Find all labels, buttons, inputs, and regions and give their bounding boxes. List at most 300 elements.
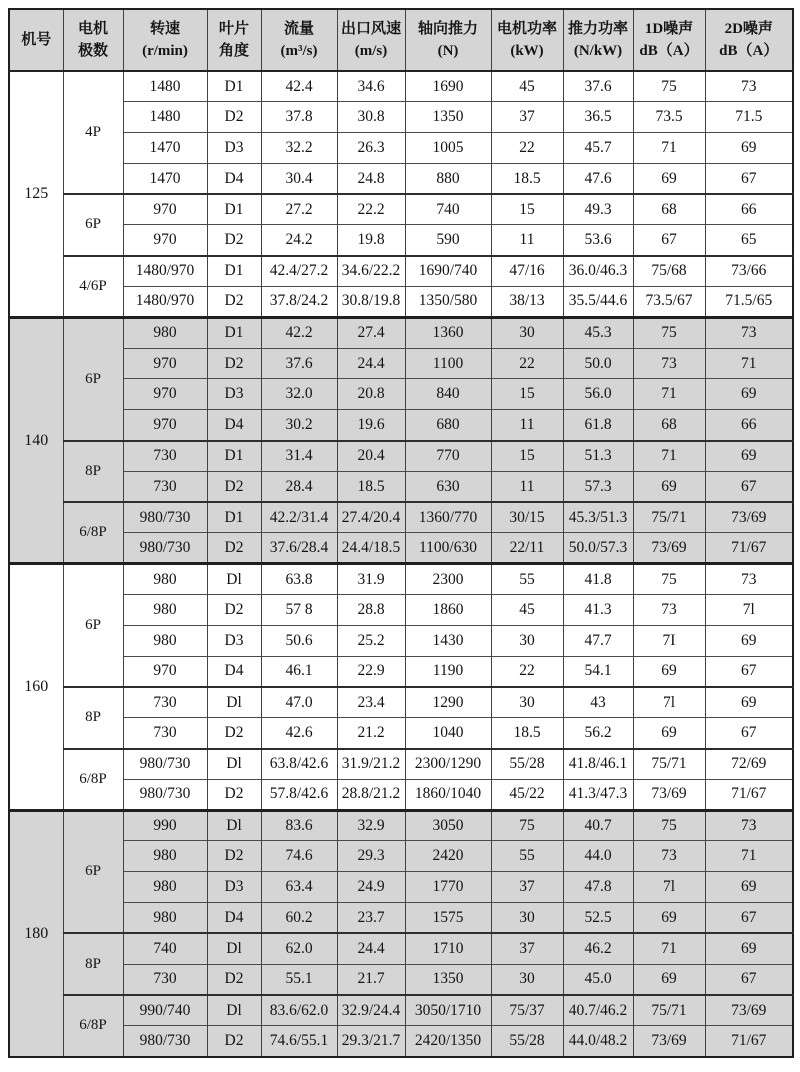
cell-outlet-velocity: 24.9: [337, 872, 405, 903]
cell-noise-1d: 68: [633, 410, 705, 441]
cell-motor-power: 45: [491, 71, 563, 102]
cell-motor-power: 15: [491, 194, 563, 225]
cell-axial-thrust: 2300/1290: [405, 749, 491, 780]
cell-blade-angle: Dl: [207, 749, 261, 780]
cell-thrust-power: 41.8/46.1: [563, 749, 633, 780]
table-row: [9, 779, 793, 810]
cell-motor-power: 30: [491, 317, 563, 348]
cell-machine-no: 140: [9, 317, 63, 563]
cell-noise-2d: 71: [705, 348, 793, 379]
cell-flow-rate: 32.2: [261, 133, 337, 164]
cell-noise-2d: 67: [705, 964, 793, 995]
cell-speed: 980: [123, 317, 207, 348]
cell-thrust-power: 40.7/46.2: [563, 995, 633, 1026]
cell-axial-thrust: 1190: [405, 656, 491, 687]
cell-flow-rate: 57.8/42.6: [261, 779, 337, 810]
cell-motor-power: 55/28: [491, 1026, 563, 1057]
cell-noise-1d: 75: [633, 317, 705, 348]
header-line2: 极数: [77, 43, 108, 59]
cell-speed: 1480/970: [123, 287, 207, 318]
cell-noise-2d: 69: [705, 441, 793, 472]
cell-motor-power: 37: [491, 102, 563, 133]
table-row: [9, 995, 793, 1026]
table-row: [9, 625, 793, 656]
cell-flow-rate: 42.6: [261, 718, 337, 749]
cell-outlet-velocity: 30.8: [337, 102, 405, 133]
cell-flow-rate: 28.4: [261, 471, 337, 502]
cell-axial-thrust: 1360: [405, 317, 491, 348]
cell-flow-rate: 60.2: [261, 903, 337, 934]
cell-motor-power: 55: [491, 841, 563, 872]
cell-blade-angle: D2: [207, 102, 261, 133]
cell-noise-2d: 73: [705, 71, 793, 102]
cell-noise-1d: 69: [633, 903, 705, 934]
cell-outlet-velocity: 21.2: [337, 718, 405, 749]
cell-motor-power: 37: [491, 933, 563, 964]
cell-blade-angle: D2: [207, 1026, 261, 1057]
cell-pole-count: 8P: [63, 441, 123, 503]
cell-outlet-velocity: 30.8/19.8: [337, 287, 405, 318]
cell-axial-thrust: 880: [405, 163, 491, 194]
cell-flow-rate: 74.6/55.1: [261, 1026, 337, 1057]
header-line1: 1D噪声: [644, 20, 694, 37]
cell-blade-angle: D1: [207, 194, 261, 225]
cell-motor-power: 11: [491, 410, 563, 441]
cell-thrust-power: 47.6: [563, 163, 633, 194]
cell-outlet-velocity: 25.2: [337, 625, 405, 656]
cell-outlet-velocity: 29.3/21.7: [337, 1026, 405, 1057]
cell-blade-angle: Dl: [207, 810, 261, 841]
cell-thrust-power: 46.2: [563, 933, 633, 964]
table-row: [9, 225, 793, 256]
cell-thrust-power: 47.7: [563, 625, 633, 656]
cell-noise-2d: 69: [705, 133, 793, 164]
cell-thrust-power: 44.0/48.2: [563, 1026, 633, 1057]
cell-axial-thrust: 1860/1040: [405, 779, 491, 810]
cell-blade-angle: Dl: [207, 564, 261, 595]
cell-axial-thrust: 1040: [405, 718, 491, 749]
cell-blade-angle: Dl: [207, 933, 261, 964]
cell-speed: 980/730: [123, 749, 207, 780]
cell-blade-angle: D3: [207, 133, 261, 164]
table-row: [9, 687, 793, 718]
table-row: [9, 872, 793, 903]
cell-motor-power: 30: [491, 687, 563, 718]
cell-blade-angle: D2: [207, 287, 261, 318]
cell-motor-power: 75/37: [491, 995, 563, 1026]
cell-axial-thrust: 1690/740: [405, 256, 491, 287]
header-thrust-power: [563, 9, 633, 71]
cell-noise-2d: 67: [705, 656, 793, 687]
cell-noise-2d: 67: [705, 163, 793, 194]
cell-thrust-power: 56.0: [563, 379, 633, 410]
header-line1: 推力功率: [567, 20, 628, 37]
cell-noise-2d: 73: [705, 564, 793, 595]
cell-motor-power: 45: [491, 595, 563, 626]
cell-noise-2d: 71/67: [705, 779, 793, 810]
header-line1: 叶片: [218, 20, 249, 37]
cell-pole-count: 6P: [63, 564, 123, 687]
cell-speed: 730: [123, 964, 207, 995]
cell-outlet-velocity: 32.9: [337, 810, 405, 841]
cell-thrust-power: 45.7: [563, 133, 633, 164]
header-noise-1d: [633, 9, 705, 71]
cell-thrust-power: 45.0: [563, 964, 633, 995]
cell-noise-2d: 69: [705, 687, 793, 718]
cell-axial-thrust: 1430: [405, 625, 491, 656]
cell-pole-count: 4P: [63, 71, 123, 194]
header-outlet-velocity: [337, 9, 405, 71]
cell-noise-1d: 69: [633, 656, 705, 687]
cell-speed: 990: [123, 810, 207, 841]
cell-motor-power: 30/15: [491, 502, 563, 533]
cell-axial-thrust: 1690: [405, 71, 491, 102]
cell-flow-rate: 42.4/27.2: [261, 256, 337, 287]
cell-noise-1d: 75/71: [633, 995, 705, 1026]
cell-blade-angle: Dl: [207, 687, 261, 718]
cell-motor-power: 22: [491, 656, 563, 687]
cell-flow-rate: 74.6: [261, 841, 337, 872]
cell-noise-1d: 69: [633, 471, 705, 502]
cell-flow-rate: 27.2: [261, 194, 337, 225]
header-motor-power: [491, 9, 563, 71]
cell-speed: 980: [123, 564, 207, 595]
cell-noise-2d: 73/69: [705, 502, 793, 533]
cell-noise-2d: 72/69: [705, 749, 793, 780]
cell-noise-1d: 68: [633, 194, 705, 225]
cell-outlet-velocity: 20.4: [337, 441, 405, 472]
cell-flow-rate: 57 8: [261, 595, 337, 626]
cell-outlet-velocity: 22.9: [337, 656, 405, 687]
cell-blade-angle: D1: [207, 256, 261, 287]
cell-outlet-velocity: 27.4/20.4: [337, 502, 405, 533]
cell-outlet-velocity: 28.8: [337, 595, 405, 626]
cell-motor-power: 38/13: [491, 287, 563, 318]
cell-machine-no: 125: [9, 71, 63, 317]
cell-thrust-power: 61.8: [563, 410, 633, 441]
cell-noise-1d: 7I: [633, 625, 705, 656]
cell-blade-angle: D4: [207, 656, 261, 687]
table-row: [9, 163, 793, 194]
cell-axial-thrust: 1290: [405, 687, 491, 718]
cell-flow-rate: 30.2: [261, 410, 337, 441]
cell-motor-power: 22: [491, 348, 563, 379]
cell-thrust-power: 52.5: [563, 903, 633, 934]
header-line2: 角度: [218, 43, 249, 59]
header-flow-rate: [261, 9, 337, 71]
table-row: [9, 256, 793, 287]
table-body: [9, 71, 793, 1057]
cell-outlet-velocity: 21.7: [337, 964, 405, 995]
cell-axial-thrust: 2420: [405, 841, 491, 872]
table-row: [9, 595, 793, 626]
cell-blade-angle: D1: [207, 441, 261, 472]
cell-noise-2d: 67: [705, 471, 793, 502]
cell-pole-count: 8P: [63, 687, 123, 749]
cell-thrust-power: 50.0: [563, 348, 633, 379]
header-motor-poles: [63, 9, 123, 71]
table-row: [9, 564, 793, 595]
cell-flow-rate: 63.8: [261, 564, 337, 595]
cell-motor-power: 18.5: [491, 163, 563, 194]
cell-noise-1d: 69: [633, 163, 705, 194]
cell-noise-1d: 7l: [633, 872, 705, 903]
cell-noise-2d: 7l: [705, 595, 793, 626]
cell-outlet-velocity: 34.6/22.2: [337, 256, 405, 287]
cell-outlet-velocity: 26.3: [337, 133, 405, 164]
cell-speed: 970: [123, 379, 207, 410]
cell-noise-1d: 7l: [633, 687, 705, 718]
cell-axial-thrust: 590: [405, 225, 491, 256]
cell-noise-1d: 73: [633, 348, 705, 379]
cell-pole-count: 6P: [63, 810, 123, 933]
cell-speed: 740: [123, 933, 207, 964]
cell-pole-count: 8P: [63, 933, 123, 995]
header-line2: dB（A）: [719, 43, 779, 59]
cell-blade-angle: D1: [207, 317, 261, 348]
cell-axial-thrust: 2420/1350: [405, 1026, 491, 1057]
cell-speed: 730: [123, 471, 207, 502]
cell-outlet-velocity: 32.9/24.4: [337, 995, 405, 1026]
cell-noise-1d: 67: [633, 225, 705, 256]
cell-motor-power: 30: [491, 964, 563, 995]
table-row: [9, 287, 793, 318]
cell-noise-2d: 65: [705, 225, 793, 256]
cell-blade-angle: D2: [207, 718, 261, 749]
cell-blade-angle: D2: [207, 595, 261, 626]
cell-motor-power: 30: [491, 625, 563, 656]
cell-flow-rate: 46.1: [261, 656, 337, 687]
cell-thrust-power: 57.3: [563, 471, 633, 502]
cell-pole-count: 6P: [63, 317, 123, 440]
cell-outlet-velocity: 23.4: [337, 687, 405, 718]
cell-speed: 730: [123, 687, 207, 718]
cell-blade-angle: Dl: [207, 995, 261, 1026]
header-speed: [123, 9, 207, 71]
cell-noise-2d: 71: [705, 841, 793, 872]
cell-axial-thrust: 1100: [405, 348, 491, 379]
cell-speed: 980: [123, 841, 207, 872]
table-row: [9, 533, 793, 564]
table-row: [9, 841, 793, 872]
cell-blade-angle: D2: [207, 779, 261, 810]
header-machine-no: [9, 9, 63, 71]
cell-speed: 1480/970: [123, 256, 207, 287]
cell-outlet-velocity: 34.6: [337, 71, 405, 102]
header-line1: 流量: [283, 20, 314, 37]
cell-outlet-velocity: 23.7: [337, 903, 405, 934]
cell-axial-thrust: 770: [405, 441, 491, 472]
cell-speed: 980: [123, 595, 207, 626]
header-line1: 2D噪声: [724, 20, 773, 37]
cell-speed: 970: [123, 348, 207, 379]
cell-thrust-power: 50.0/57.3: [563, 533, 633, 564]
cell-speed: 1470: [123, 133, 207, 164]
cell-axial-thrust: 1350: [405, 102, 491, 133]
cell-thrust-power: 35.5/44.6: [563, 287, 633, 318]
header-line2: (kW): [510, 43, 544, 59]
cell-outlet-velocity: 18.5: [337, 471, 405, 502]
cell-flow-rate: 62.0: [261, 933, 337, 964]
cell-blade-angle: D2: [207, 964, 261, 995]
cell-noise-1d: 71: [633, 441, 705, 472]
table-row: [9, 194, 793, 225]
cell-noise-1d: 71: [633, 133, 705, 164]
cell-noise-1d: 73: [633, 841, 705, 872]
cell-axial-thrust: 3050/1710: [405, 995, 491, 1026]
cell-noise-1d: 75/71: [633, 502, 705, 533]
cell-axial-thrust: 630: [405, 471, 491, 502]
cell-noise-1d: 73: [633, 595, 705, 626]
table-row: [9, 410, 793, 441]
cell-noise-2d: 73: [705, 810, 793, 841]
table-row: [9, 502, 793, 533]
cell-flow-rate: 24.2: [261, 225, 337, 256]
cell-speed: 980: [123, 903, 207, 934]
cell-thrust-power: 51.3: [563, 441, 633, 472]
table-row: [9, 964, 793, 995]
table-row: [9, 348, 793, 379]
cell-axial-thrust: 1005: [405, 133, 491, 164]
cell-outlet-velocity: 31.9: [337, 564, 405, 595]
cell-noise-1d: 73/69: [633, 533, 705, 564]
table-row: [9, 933, 793, 964]
cell-speed: 970: [123, 194, 207, 225]
header-line1: 轴向推力: [417, 20, 478, 37]
fan-spec-table: [8, 8, 794, 1058]
cell-motor-power: 30: [491, 903, 563, 934]
cell-flow-rate: 47.0: [261, 687, 337, 718]
table-row: [9, 718, 793, 749]
header-noise-2d: [705, 9, 793, 71]
cell-noise-1d: 69: [633, 964, 705, 995]
cell-flow-rate: 42.4: [261, 71, 337, 102]
cell-thrust-power: 41.3/47.3: [563, 779, 633, 810]
cell-blade-angle: D4: [207, 903, 261, 934]
cell-blade-angle: D1: [207, 71, 261, 102]
cell-noise-1d: 75: [633, 71, 705, 102]
cell-axial-thrust: 1350: [405, 964, 491, 995]
cell-noise-1d: 71: [633, 933, 705, 964]
cell-flow-rate: 63.4: [261, 872, 337, 903]
cell-pole-count: 4/6P: [63, 256, 123, 318]
cell-blade-angle: D2: [207, 348, 261, 379]
cell-thrust-power: 45.3: [563, 317, 633, 348]
cell-speed: 980: [123, 872, 207, 903]
cell-speed: 980/730: [123, 533, 207, 564]
cell-thrust-power: 54.1: [563, 656, 633, 687]
cell-blade-angle: D3: [207, 379, 261, 410]
cell-flow-rate: 83.6: [261, 810, 337, 841]
cell-speed: 980/730: [123, 502, 207, 533]
cell-axial-thrust: 740: [405, 194, 491, 225]
cell-axial-thrust: 840: [405, 379, 491, 410]
cell-outlet-velocity: 24.4: [337, 348, 405, 379]
cell-speed: 980: [123, 625, 207, 656]
cell-flow-rate: 37.6: [261, 348, 337, 379]
cell-motor-power: 37: [491, 872, 563, 903]
cell-thrust-power: 36.0/46.3: [563, 256, 633, 287]
cell-motor-power: 11: [491, 225, 563, 256]
cell-outlet-velocity: 19.8: [337, 225, 405, 256]
cell-noise-2d: 66: [705, 410, 793, 441]
header-line2: (m³/s): [280, 43, 318, 59]
cell-noise-1d: 75/71: [633, 749, 705, 780]
cell-speed: 1480: [123, 71, 207, 102]
cell-noise-2d: 73: [705, 317, 793, 348]
cell-blade-angle: D3: [207, 625, 261, 656]
cell-thrust-power: 45.3/51.3: [563, 502, 633, 533]
cell-motor-power: 75: [491, 810, 563, 841]
cell-noise-1d: 75: [633, 810, 705, 841]
cell-noise-2d: 71.5: [705, 102, 793, 133]
cell-motor-power: 15: [491, 379, 563, 410]
table-row: [9, 903, 793, 934]
header-row: [9, 9, 793, 71]
header-axial-thrust: [405, 9, 491, 71]
cell-pole-count: 6P: [63, 194, 123, 256]
table-row: [9, 133, 793, 164]
cell-speed: 1480: [123, 102, 207, 133]
cell-speed: 980/730: [123, 779, 207, 810]
cell-speed: 990/740: [123, 995, 207, 1026]
cell-noise-1d: 71: [633, 379, 705, 410]
cell-noise-2d: 71/67: [705, 533, 793, 564]
cell-noise-2d: 73/69: [705, 995, 793, 1026]
cell-blade-angle: D2: [207, 841, 261, 872]
cell-speed: 730: [123, 441, 207, 472]
cell-speed: 730: [123, 718, 207, 749]
cell-motor-power: 11: [491, 471, 563, 502]
cell-axial-thrust: 1350/580: [405, 287, 491, 318]
cell-blade-angle: D4: [207, 410, 261, 441]
cell-pole-count: 6/8P: [63, 749, 123, 811]
cell-noise-2d: 67: [705, 718, 793, 749]
table-row: [9, 1026, 793, 1057]
cell-axial-thrust: 1360/770: [405, 502, 491, 533]
cell-speed: 980/730: [123, 1026, 207, 1057]
table-row: [9, 102, 793, 133]
cell-flow-rate: 63.8/42.6: [261, 749, 337, 780]
cell-outlet-velocity: 29.3: [337, 841, 405, 872]
cell-axial-thrust: 2300: [405, 564, 491, 595]
cell-motor-power: 15: [491, 441, 563, 472]
cell-outlet-velocity: 24.4: [337, 933, 405, 964]
cell-noise-2d: 69: [705, 625, 793, 656]
cell-noise-1d: 73/69: [633, 1026, 705, 1057]
header-line1: 电机: [77, 20, 108, 37]
cell-axial-thrust: 3050: [405, 810, 491, 841]
cell-thrust-power: 44.0: [563, 841, 633, 872]
cell-flow-rate: 50.6: [261, 625, 337, 656]
cell-blade-angle: D1: [207, 502, 261, 533]
cell-noise-1d: 73.5/67: [633, 287, 705, 318]
table-row: [9, 441, 793, 472]
table-row: [9, 749, 793, 780]
cell-pole-count: 6/8P: [63, 502, 123, 564]
header-line2: (r/min): [142, 43, 188, 59]
cell-machine-no: 180: [9, 810, 63, 1056]
cell-axial-thrust: 1710: [405, 933, 491, 964]
cell-thrust-power: 40.7: [563, 810, 633, 841]
cell-noise-2d: 69: [705, 379, 793, 410]
cell-speed: 970: [123, 656, 207, 687]
cell-motor-power: 45/22: [491, 779, 563, 810]
header-blade-angle: [207, 9, 261, 71]
cell-thrust-power: 41.8: [563, 564, 633, 595]
cell-machine-no: 160: [9, 564, 63, 810]
cell-flow-rate: 42.2: [261, 317, 337, 348]
